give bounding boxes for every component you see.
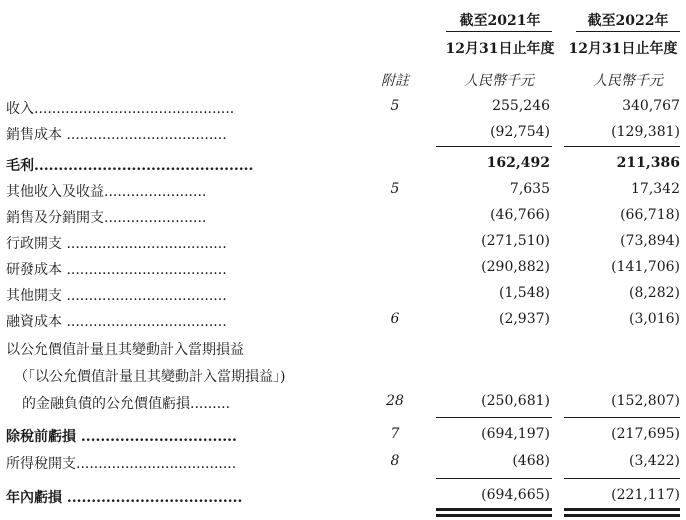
col-2021-year: 截至2021年 [459, 13, 541, 29]
double-rule-2021-bottom [436, 514, 552, 517]
row-admin-expenses [0, 233, 686, 257]
value-2021: (2,937) [498, 311, 550, 327]
row-note: 5 [390, 181, 400, 197]
row-other-income [0, 181, 686, 205]
note-column-header: 附註 [381, 73, 409, 89]
value-2021: (271,510) [481, 233, 550, 249]
row-note: 28 [386, 393, 404, 409]
row-note: 5 [390, 98, 400, 114]
value-2022: (129,381) [611, 124, 680, 140]
unit-2022: 人民幣千元 [593, 73, 663, 89]
value-2021: (694,197) [481, 426, 550, 442]
row-label: 其他開支 .................................... [6, 288, 227, 304]
value-2021: 255,246 [492, 98, 550, 114]
row-label: 行政開支 .................................... [6, 236, 227, 252]
row-note: 7 [390, 426, 400, 442]
value-2022: (3,016) [628, 311, 680, 327]
value-2022: 340,767 [622, 98, 680, 114]
row-fvtpl-heading-1 [0, 339, 686, 363]
total-rule-2022 [564, 478, 680, 479]
row-gross-profit [0, 155, 686, 179]
total-rule-2021 [436, 478, 552, 479]
value-2022: (221,117) [611, 487, 680, 503]
subtotal-rule-2022-b [564, 417, 680, 418]
value-2021: (1,548) [498, 285, 550, 301]
row-label: 研發成本 .................................... [6, 262, 227, 278]
value-2021: (46,766) [490, 207, 550, 223]
row-note: 6 [390, 311, 400, 327]
value-2022: 17,342 [631, 181, 680, 197]
double-rule-2021-top [436, 508, 552, 511]
row-label: 其他收入及收益....................... [6, 184, 207, 200]
value-2022: (152,807) [611, 393, 680, 409]
row-label: 以公允價值計量且其變動計入當期損益 [6, 342, 244, 358]
value-2021: 162,492 [486, 155, 550, 171]
row-selling-expenses [0, 207, 686, 231]
value-2021: 7,635 [509, 181, 550, 197]
row-label: 的金融負債的公允價值虧損......... [22, 396, 231, 412]
row-label: （「以公允價值計量且其變動計入當期損益」) [14, 369, 286, 385]
value-2022: (73,894) [620, 233, 680, 249]
col-2022-divider [576, 31, 680, 32]
row-label: 所得稅開支.................................... [6, 456, 237, 472]
value-2021: (92,754) [490, 124, 550, 140]
col-2022-period: 12月31日止年度 [568, 41, 678, 57]
col-2022-year: 截至2022年 [587, 13, 669, 29]
value-2021: (290,882) [481, 259, 550, 275]
row-label: 毛利............................................. [6, 158, 254, 174]
row-fvtpl-heading-2 [0, 366, 686, 390]
value-2021: (694,665) [481, 487, 550, 503]
row-label: 年內虧損 .................................... [6, 490, 243, 506]
row-loss-before-tax [0, 426, 686, 450]
row-label: 融資成本 .................................... [6, 314, 227, 330]
value-2021: (250,681) [481, 393, 550, 409]
row-label: 銷售及分銷開支....................... [6, 210, 207, 226]
col-2021-period: 12月31日止年度 [445, 41, 555, 57]
value-2022: (66,718) [620, 207, 680, 223]
double-rule-2022-bottom [564, 514, 680, 517]
value-2021: (468) [512, 453, 550, 469]
value-2022: 211,386 [616, 155, 680, 171]
col-2021-divider [446, 31, 552, 32]
row-fvtpl-loss [0, 393, 686, 417]
row-revenue [0, 98, 686, 122]
double-rule-2022-top [564, 508, 680, 511]
subtotal-rule-2021 [436, 146, 552, 147]
row-rnd-costs [0, 259, 686, 283]
row-label: 收入............................................. [6, 101, 235, 117]
value-2022: (217,695) [611, 426, 680, 442]
row-other-expenses [0, 285, 686, 309]
subtotal-rule-2021-b [436, 417, 552, 418]
value-2022: (141,706) [611, 259, 680, 275]
row-finance-costs [0, 311, 686, 335]
subtotal-rule-2022 [564, 146, 680, 147]
value-2022: (3,422) [628, 453, 680, 469]
row-label: 除稅前虧損 ................................ [6, 429, 237, 445]
value-2022: (8,282) [628, 285, 680, 301]
row-income-tax [0, 453, 686, 477]
row-cost-of-sales [0, 124, 686, 148]
row-note: 8 [390, 453, 400, 469]
row-label: 銷售成本 .................................... [6, 127, 227, 143]
unit-2021: 人民幣千元 [464, 73, 534, 89]
